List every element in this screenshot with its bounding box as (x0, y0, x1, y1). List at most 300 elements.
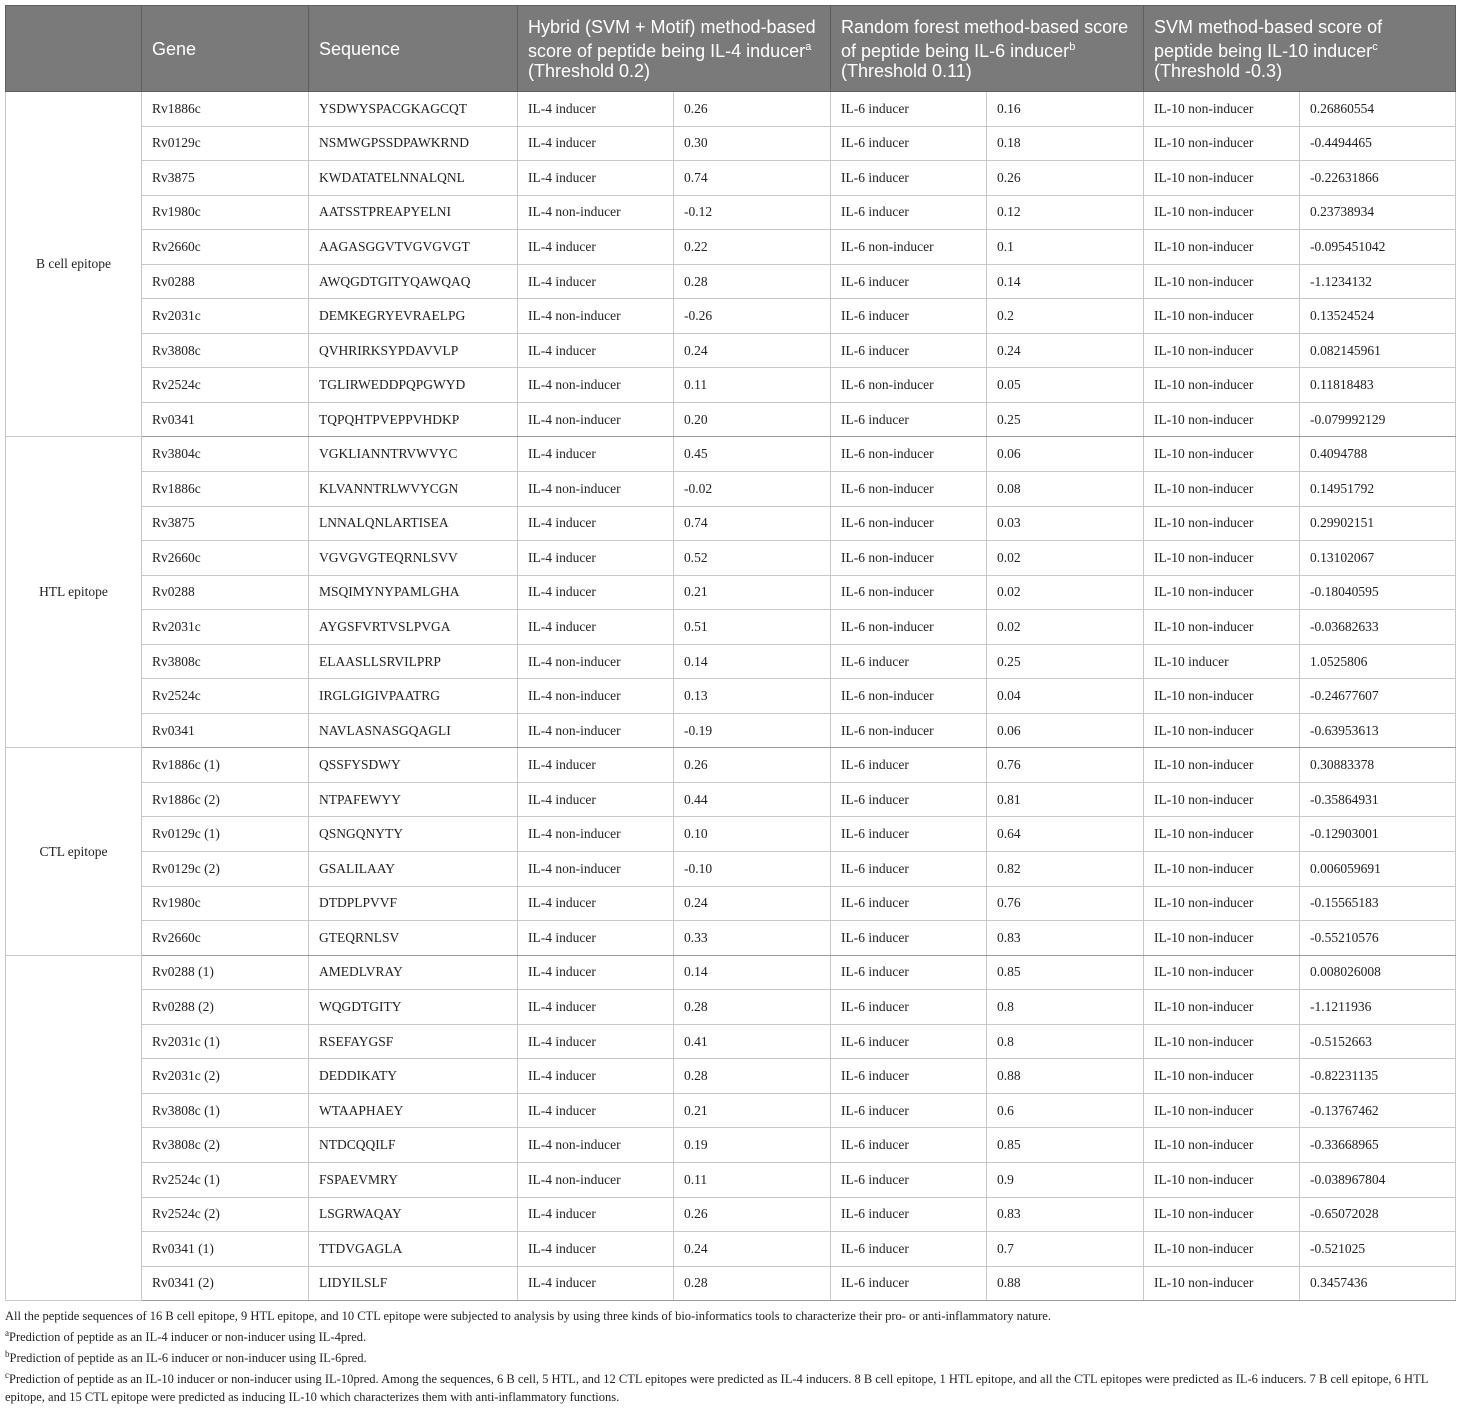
cell-il10-prediction: IL-10 non-inducer (1144, 921, 1300, 956)
table-row (6, 610, 1456, 645)
cell-il10-prediction: IL-10 non-inducer (1144, 161, 1300, 196)
cell-il10-score: 0.11818483 (1300, 368, 1456, 403)
cell-sequence: VGVGVGTEQRNLSVV (309, 541, 518, 576)
cell-gene: Rv2524c (1) (142, 1162, 309, 1197)
cell-il6-prediction: IL-6 non-inducer (831, 713, 987, 748)
cell-il4-prediction: IL-4 inducer (518, 126, 674, 161)
footnote-main: All the peptide sequences of 16 B cell epitope, 9 HTL epitope, and 10 CTL epitope were subjected to analysis by using three kinds of bio-informatics tools to characterize their pro- or anti-inflammatory nature. (5, 1309, 1051, 1324)
cell-il10-prediction: IL-10 non-inducer (1144, 1024, 1300, 1059)
cell-il6-prediction: IL-6 inducer (831, 1162, 987, 1197)
cell-il6-score: 0.85 (987, 1128, 1144, 1163)
cell-il10-prediction: IL-10 non-inducer (1144, 1093, 1300, 1128)
header-il4-text: Hybrid (SVM + Motif) method-based score of peptide being IL-4 inducer (528, 16, 816, 61)
cell-il6-score: 0.18 (987, 126, 1144, 161)
cell-gene: Rv2031c (142, 610, 309, 645)
cell-il6-score: 0.16 (987, 92, 1144, 127)
cell-il6-score: 0.64 (987, 817, 1144, 852)
cell-il6-score: 0.12 (987, 195, 1144, 230)
cell-il10-prediction: IL-10 non-inducer (1144, 333, 1300, 368)
cell-il4-score: 0.26 (674, 92, 831, 127)
cell-il4-prediction: IL-4 non-inducer (518, 713, 674, 748)
cell-il4-score: 0.24 (674, 886, 831, 921)
cell-il10-score: 0.006059691 (1300, 852, 1456, 887)
cell-il6-score: 0.06 (987, 713, 1144, 748)
cell-il4-prediction: IL-4 inducer (518, 506, 674, 541)
cell-il4-prediction: IL-4 inducer (518, 782, 674, 817)
cell-sequence: TTDVGAGLA (309, 1232, 518, 1267)
cell-gene: Rv1886c (2) (142, 782, 309, 817)
table-row (6, 679, 1456, 714)
cell-il6-prediction: IL-6 inducer (831, 817, 987, 852)
cell-il10-prediction: IL-10 non-inducer (1144, 1232, 1300, 1267)
cell-sequence: RSEFAYGSF (309, 1024, 518, 1059)
table-row (6, 1093, 1456, 1128)
cell-gene: Rv0341 (2) (142, 1266, 309, 1301)
cell-il6-prediction: IL-6 non-inducer (831, 437, 987, 472)
cell-il4-prediction: IL-4 inducer (518, 1059, 674, 1094)
cell-il4-score: 0.74 (674, 506, 831, 541)
cell-sequence: TGLIRWEDDPQPGWYD (309, 368, 518, 403)
cell-gene: Rv2524c (142, 368, 309, 403)
table-row (6, 852, 1456, 887)
cell-il4-score: 0.10 (674, 817, 831, 852)
cell-il10-score: 1.0525806 (1300, 644, 1456, 679)
cell-il10-prediction: IL-10 non-inducer (1144, 886, 1300, 921)
table-row (6, 368, 1456, 403)
table-row (6, 955, 1456, 990)
footnote-c (5, 1367, 1455, 1405)
cell-sequence: DEDDIKATY (309, 1059, 518, 1094)
cell-il6-prediction: IL-6 inducer (831, 92, 987, 127)
cell-il6-score: 0.1 (987, 230, 1144, 265)
cell-il6-score: 0.9 (987, 1162, 1144, 1197)
header-il6-text: Random forest method-based score of peptide being IL-6 inducer (841, 16, 1129, 61)
cell-sequence: TQPQHTPVEPPVHDKP (309, 402, 518, 437)
cell-sequence: IRGLGIGIVPAATRG (309, 679, 518, 714)
cell-il6-score: 0.7 (987, 1232, 1144, 1267)
table-row (6, 230, 1456, 265)
cell-gene: Rv2660c (142, 541, 309, 576)
cell-il10-prediction: IL-10 non-inducer (1144, 126, 1300, 161)
table-header (6, 6, 1456, 92)
cell-il10-score: -0.095451042 (1300, 230, 1456, 265)
cell-il4-score: 0.20 (674, 402, 831, 437)
cell-il4-prediction: IL-4 inducer (518, 921, 674, 956)
cell-il4-prediction: IL-4 inducer (518, 1197, 674, 1232)
table-row (6, 541, 1456, 576)
cell-il4-prediction: IL-4 inducer (518, 437, 674, 472)
header-il4-sup: a (805, 40, 812, 53)
table-row (6, 1059, 1456, 1094)
table-row (6, 644, 1456, 679)
footnote-c-text: Prediction of peptide as an IL-10 inducer or non-inducer using IL-10pred. Among the sequences, 6 B cell, 5 HTL, and 12 CTL epitopes were predicted as IL-4 inducers. 8 B cell epitope, 1 HTL epitope, and all the CTL epitopes were predicted as IL-6 inducers. 7 B cell epitope, 6 HTL epitope, and 15 CTL epitope were predicted as inducing IL-10 which characterizes them with anti-inflammatory functions. (5, 1372, 1428, 1404)
cell-il4-score: 0.74 (674, 161, 831, 196)
cell-sequence: NSMWGPSSDPAWKRND (309, 126, 518, 161)
cell-gene: Rv1886c (142, 92, 309, 127)
cell-il4-prediction: IL-4 non-inducer (518, 1128, 674, 1163)
cell-il10-score: -0.55210576 (1300, 921, 1456, 956)
cell-il4-prediction: IL-4 inducer (518, 955, 674, 990)
cell-il6-prediction: IL-6 non-inducer (831, 679, 987, 714)
cell-il6-score: 0.6 (987, 1093, 1144, 1128)
cell-il6-prediction: IL-6 non-inducer (831, 506, 987, 541)
table-row (6, 472, 1456, 507)
cell-gene: Rv2031c (1) (142, 1024, 309, 1059)
cell-il6-score: 0.25 (987, 402, 1144, 437)
cell-il10-prediction: IL-10 non-inducer (1144, 782, 1300, 817)
cell-il6-prediction: IL-6 inducer (831, 990, 987, 1025)
cell-il10-score: -0.35864931 (1300, 782, 1456, 817)
cell-gene: Rv0288 (2) (142, 990, 309, 1025)
cell-sequence: AATSSTPREAPYELNI (309, 195, 518, 230)
cell-il6-score: 0.08 (987, 472, 1144, 507)
cell-sequence: DTDPLPVVF (309, 886, 518, 921)
cell-il4-score: 0.14 (674, 644, 831, 679)
cell-gene: Rv1886c (142, 472, 309, 507)
cell-il6-prediction: IL-6 inducer (831, 402, 987, 437)
cell-sequence: AWQGDTGITYQAWQAQ (309, 264, 518, 299)
cell-sequence: QSSFYSDWY (309, 748, 518, 783)
header-blank (6, 6, 142, 92)
table-row (6, 748, 1456, 783)
cell-sequence: AYGSFVRTVSLPVGA (309, 610, 518, 645)
cell-il4-score: 0.21 (674, 1093, 831, 1128)
cell-il10-score: -0.22631866 (1300, 161, 1456, 196)
table-row (6, 782, 1456, 817)
cell-gene: Rv3808c (1) (142, 1093, 309, 1128)
cell-il10-prediction: IL-10 non-inducer (1144, 230, 1300, 265)
cell-sequence: ELAASLLSRVILPRP (309, 644, 518, 679)
cell-gene: Rv2660c (142, 921, 309, 956)
cell-gene: Rv0129c (1) (142, 817, 309, 852)
cell-gene: Rv2031c (142, 299, 309, 334)
cell-il6-prediction: IL-6 inducer (831, 333, 987, 368)
table-row (6, 161, 1456, 196)
header-il10-text: SVM method-based score of peptide being IL-10 inducer (1154, 16, 1383, 61)
footnote-b-text: Prediction of peptide as an IL-6 inducer or non-inducer using IL-6pred. (9, 1351, 367, 1366)
cell-il6-prediction: IL-6 inducer (831, 1128, 987, 1163)
cell-sequence: DEMKEGRYEVRAELPG (309, 299, 518, 334)
cell-il10-score: 0.082145961 (1300, 333, 1456, 368)
cell-il4-prediction: IL-4 inducer (518, 1232, 674, 1267)
cell-il4-score: 0.28 (674, 1266, 831, 1301)
table-row (6, 299, 1456, 334)
cell-il10-prediction: IL-10 non-inducer (1144, 748, 1300, 783)
cell-il4-score: 0.22 (674, 230, 831, 265)
cell-il4-prediction: IL-4 inducer (518, 575, 674, 610)
cell-il4-prediction: IL-4 inducer (518, 230, 674, 265)
cell-sequence: GTEQRNLSV (309, 921, 518, 956)
cell-il4-score: 0.33 (674, 921, 831, 956)
cell-il10-score: 0.4094788 (1300, 437, 1456, 472)
cell-gene: Rv3808c (142, 644, 309, 679)
cell-il4-prediction: IL-4 non-inducer (518, 299, 674, 334)
cell-il6-prediction: IL-6 non-inducer (831, 472, 987, 507)
cell-il6-score: 0.14 (987, 264, 1144, 299)
cell-gene: Rv0288 (1) (142, 955, 309, 990)
cell-gene: Rv1980c (142, 195, 309, 230)
cell-il10-prediction: IL-10 non-inducer (1144, 299, 1300, 334)
cell-il4-prediction: IL-4 non-inducer (518, 852, 674, 887)
cell-il10-prediction: IL-10 non-inducer (1144, 402, 1300, 437)
table-body (6, 92, 1456, 1301)
cell-gene: Rv3875 (142, 506, 309, 541)
cell-il10-prediction: IL-10 non-inducer (1144, 610, 1300, 645)
cell-sequence: KLVANNTRLWVYCGN (309, 472, 518, 507)
cell-il10-prediction: IL-10 non-inducer (1144, 1128, 1300, 1163)
cell-il4-score: 0.26 (674, 1197, 831, 1232)
footnote-a-mark: a (5, 1328, 9, 1339)
cell-il4-score: 0.52 (674, 541, 831, 576)
cell-il4-prediction: IL-4 inducer (518, 1266, 674, 1301)
cell-il10-score: -0.24677607 (1300, 679, 1456, 714)
cell-il10-score: 0.008026008 (1300, 955, 1456, 990)
footnote-b (5, 1346, 1455, 1367)
cell-il6-score: 0.04 (987, 679, 1144, 714)
cell-il10-score: -0.038967804 (1300, 1162, 1456, 1197)
cell-il10-prediction: IL-10 non-inducer (1144, 472, 1300, 507)
cell-il6-prediction: IL-6 non-inducer (831, 541, 987, 576)
cell-il10-score: 0.29902151 (1300, 506, 1456, 541)
cell-il6-prediction: IL-6 inducer (831, 782, 987, 817)
cell-gene: Rv3804c (142, 437, 309, 472)
cell-il6-score: 0.85 (987, 955, 1144, 990)
cell-il4-prediction: IL-4 non-inducer (518, 1162, 674, 1197)
cell-gene: Rv0288 (142, 264, 309, 299)
table-row (6, 402, 1456, 437)
cytokine-prediction-table (5, 5, 1456, 1301)
header-il10 (1144, 6, 1456, 92)
header-il6-sup: b (1069, 40, 1076, 53)
cell-il10-score: -0.521025 (1300, 1232, 1456, 1267)
cell-il4-prediction: IL-4 non-inducer (518, 368, 674, 403)
cell-il6-score: 0.05 (987, 368, 1144, 403)
cell-il4-score: 0.44 (674, 782, 831, 817)
cell-gene: Rv3808c (2) (142, 1128, 309, 1163)
cell-il10-score: -0.5152663 (1300, 1024, 1456, 1059)
cell-il6-prediction: IL-6 inducer (831, 644, 987, 679)
cell-il4-prediction: IL-4 inducer (518, 886, 674, 921)
header-il10-sup: c (1372, 40, 1378, 53)
cell-il4-score: 0.24 (674, 1232, 831, 1267)
cell-il4-prediction: IL-4 inducer (518, 748, 674, 783)
cell-gene: Rv2524c (142, 679, 309, 714)
cell-sequence: KWDATATELNNALQNL (309, 161, 518, 196)
cell-il6-prediction: IL-6 non-inducer (831, 368, 987, 403)
cell-il4-score: -0.26 (674, 299, 831, 334)
cell-il6-score: 0.8 (987, 1024, 1144, 1059)
header-gene: Gene (142, 6, 309, 92)
cell-il4-prediction: IL-4 non-inducer (518, 472, 674, 507)
cell-gene: Rv2031c (2) (142, 1059, 309, 1094)
cell-il6-prediction: IL-6 inducer (831, 161, 987, 196)
cell-il4-prediction: IL-4 inducer (518, 333, 674, 368)
cell-il10-prediction: IL-10 non-inducer (1144, 1197, 1300, 1232)
cell-il6-score: 0.25 (987, 644, 1144, 679)
table-row (6, 713, 1456, 748)
cell-il4-score: 0.28 (674, 990, 831, 1025)
cell-il10-prediction: IL-10 non-inducer (1144, 852, 1300, 887)
table-row (6, 264, 1456, 299)
table-row (6, 1128, 1456, 1163)
cell-gene: Rv1980c (142, 886, 309, 921)
cell-il4-score: 0.11 (674, 1162, 831, 1197)
cell-il6-score: 0.88 (987, 1266, 1144, 1301)
cell-il6-score: 0.82 (987, 852, 1144, 887)
cell-il10-prediction: IL-10 non-inducer (1144, 368, 1300, 403)
cell-sequence: FSPAEVMRY (309, 1162, 518, 1197)
cell-il10-prediction: IL-10 non-inducer (1144, 541, 1300, 576)
cell-il6-score: 0.26 (987, 161, 1144, 196)
cell-sequence: LNNALQNLARTISEA (309, 506, 518, 541)
cell-gene: Rv0129c (2) (142, 852, 309, 887)
cell-sequence: NTPAFEWYY (309, 782, 518, 817)
cell-sequence: YSDWYSPACGKAGCQT (309, 92, 518, 127)
cell-sequence: MSQIMYNYPAMLGHA (309, 575, 518, 610)
cell-il10-score: -0.12903001 (1300, 817, 1456, 852)
cell-il4-prediction: IL-4 inducer (518, 264, 674, 299)
cell-il10-score: -0.4494465 (1300, 126, 1456, 161)
cell-il4-score: -0.19 (674, 713, 831, 748)
cell-il6-score: 0.8 (987, 990, 1144, 1025)
footnote-c-mark: c (5, 1370, 9, 1381)
header-il4 (518, 6, 831, 92)
cell-il10-score: -0.82231135 (1300, 1059, 1456, 1094)
cell-il10-prediction: IL-10 non-inducer (1144, 1162, 1300, 1197)
cell-il4-prediction: IL-4 non-inducer (518, 644, 674, 679)
cell-il10-score: -0.63953613 (1300, 713, 1456, 748)
table-row (6, 1162, 1456, 1197)
cell-il6-prediction: IL-6 inducer (831, 1024, 987, 1059)
cell-il6-score: 0.02 (987, 610, 1144, 645)
cell-il4-score: 0.13 (674, 679, 831, 714)
cell-il10-prediction: IL-10 non-inducer (1144, 506, 1300, 541)
cell-il4-score: 0.41 (674, 1024, 831, 1059)
header-il6 (831, 6, 1144, 92)
cell-il10-score: 0.13524524 (1300, 299, 1456, 334)
cell-il10-prediction: IL-10 non-inducer (1144, 1266, 1300, 1301)
cell-il10-score: 0.3457436 (1300, 1266, 1456, 1301)
cell-gene: Rv2660c (142, 230, 309, 265)
cell-il4-score: 0.24 (674, 333, 831, 368)
cell-il4-prediction: IL-4 non-inducer (518, 195, 674, 230)
cell-gene: Rv1886c (1) (142, 748, 309, 783)
cell-il10-score: 0.23738934 (1300, 195, 1456, 230)
cell-gene: Rv0288 (142, 575, 309, 610)
footnote-b-mark: b (5, 1349, 10, 1360)
cell-il6-score: 0.76 (987, 748, 1144, 783)
cell-gene: Rv3808c (142, 333, 309, 368)
table-row (6, 333, 1456, 368)
cell-il4-prediction: IL-4 non-inducer (518, 402, 674, 437)
cell-il6-prediction: IL-6 inducer (831, 921, 987, 956)
cell-sequence: QSNGQNYTY (309, 817, 518, 852)
table-row (6, 92, 1456, 127)
cell-il6-prediction: IL-6 inducer (831, 126, 987, 161)
cell-il6-prediction: IL-6 inducer (831, 1197, 987, 1232)
cell-il4-prediction: IL-4 inducer (518, 161, 674, 196)
cell-il10-prediction: IL-10 non-inducer (1144, 679, 1300, 714)
cell-il4-score: 0.28 (674, 1059, 831, 1094)
cell-il10-prediction: IL-10 non-inducer (1144, 437, 1300, 472)
cell-il4-score: 0.21 (674, 575, 831, 610)
cell-il6-prediction: IL-6 inducer (831, 1093, 987, 1128)
cell-il4-score: 0.45 (674, 437, 831, 472)
cell-gene: Rv3875 (142, 161, 309, 196)
cell-epitope-group (6, 955, 142, 1300)
cell-sequence: NTDCQQILF (309, 1128, 518, 1163)
cell-il6-score: 0.06 (987, 437, 1144, 472)
cell-il6-score: 0.2 (987, 299, 1144, 334)
cell-il6-score: 0.88 (987, 1059, 1144, 1094)
cell-il6-score: 0.83 (987, 1197, 1144, 1232)
table-row (6, 990, 1456, 1025)
cell-gene: Rv2524c (2) (142, 1197, 309, 1232)
cell-il10-prediction: IL-10 non-inducer (1144, 713, 1300, 748)
table-row (6, 1024, 1456, 1059)
table-row (6, 817, 1456, 852)
cell-gene: Rv0341 (142, 402, 309, 437)
cell-il4-score: 0.28 (674, 264, 831, 299)
cell-il4-score: -0.10 (674, 852, 831, 887)
cell-sequence: LIDYILSLF (309, 1266, 518, 1301)
cell-il4-score: 0.11 (674, 368, 831, 403)
cell-il4-score: -0.02 (674, 472, 831, 507)
footnote-a (5, 1325, 1455, 1346)
cell-il10-prediction: IL-10 non-inducer (1144, 817, 1300, 852)
cell-il10-prediction: IL-10 non-inducer (1144, 1059, 1300, 1094)
cell-il6-score: 0.02 (987, 575, 1144, 610)
cell-il6-prediction: IL-6 inducer (831, 195, 987, 230)
cell-il10-score: -0.33668965 (1300, 1128, 1456, 1163)
table-row (6, 126, 1456, 161)
cell-epitope-group: CTL epitope (6, 748, 142, 955)
cell-il10-score: 0.26860554 (1300, 92, 1456, 127)
cell-il10-prediction: IL-10 non-inducer (1144, 92, 1300, 127)
cell-il6-prediction: IL-6 non-inducer (831, 575, 987, 610)
cell-sequence: NAVLASNASGQAGLI (309, 713, 518, 748)
cell-gene: Rv0341 (1) (142, 1232, 309, 1267)
cell-il10-score: -0.65072028 (1300, 1197, 1456, 1232)
table-row (6, 1266, 1456, 1301)
cell-gene: Rv0129c (142, 126, 309, 161)
header-il10-threshold: (Threshold -0.3) (1154, 60, 1283, 81)
cell-sequence: AMEDLVRAY (309, 955, 518, 990)
cell-sequence: WQGDTGITY (309, 990, 518, 1025)
table-row (6, 1197, 1456, 1232)
cell-il6-prediction: IL-6 non-inducer (831, 230, 987, 265)
cell-il4-prediction: IL-4 inducer (518, 1024, 674, 1059)
header-il6-threshold: (Threshold 0.11) (841, 60, 972, 81)
cell-il6-score: 0.02 (987, 541, 1144, 576)
header-sequence: Sequence (309, 6, 518, 92)
cell-il10-score: 0.13102067 (1300, 541, 1456, 576)
cell-il6-prediction: IL-6 inducer (831, 299, 987, 334)
cell-il4-score: 0.14 (674, 955, 831, 990)
footnote-a-text: Prediction of peptide as an IL-4 inducer or non-inducer using IL-4pred. (9, 1330, 367, 1345)
cell-il6-score: 0.24 (987, 333, 1144, 368)
cell-il10-score: -0.03682633 (1300, 610, 1456, 645)
cell-sequence: WTAAPHAEY (309, 1093, 518, 1128)
cell-il4-score: 0.51 (674, 610, 831, 645)
cell-sequence: VGKLIANNTRVWVYC (309, 437, 518, 472)
cell-il10-score: 0.30883378 (1300, 748, 1456, 783)
cell-il10-score: 0.14951792 (1300, 472, 1456, 507)
cell-il4-score: -0.12 (674, 195, 831, 230)
cell-il10-score: -0.13767462 (1300, 1093, 1456, 1128)
cell-il4-prediction: IL-4 non-inducer (518, 817, 674, 852)
header-row (6, 6, 1456, 92)
